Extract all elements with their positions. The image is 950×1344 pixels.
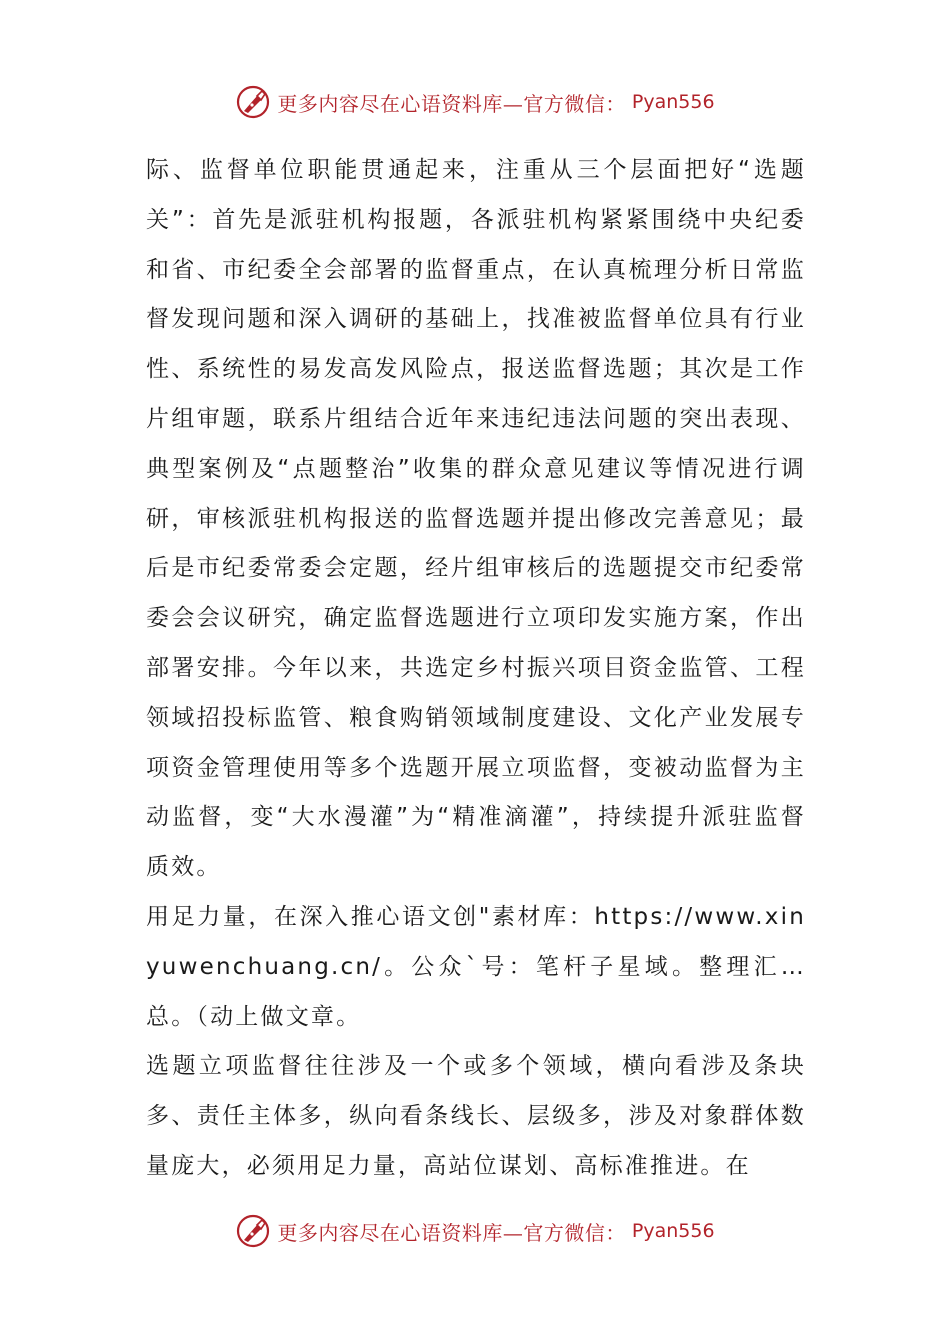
header-watermark: [0, 82, 950, 122]
footer-watermark: [0, 1211, 950, 1251]
watermark-text: 更多内容尽在心语资料库—官方微信：: [277, 91, 626, 116]
pen-nib-circle-icon: [235, 1213, 271, 1249]
paragraph-2: 用足力量，在深入推心语文创"素材库：https://www.xinyuwenchuang.cn/。公众`号：笔杆子星域。整理汇…总。（动上做文章。: [146, 903, 806, 1030]
watermark-account: Pyan556: [631, 91, 715, 113]
pen-nib-circle-icon: [235, 84, 271, 120]
paragraph-1: 际、监督单位职能贯通起来，注重从三个层面把好“选题关”：首先是派驻机构报题，各派驻机构紧紧围绕中央纪委和省、市纪委全会部署的监督重点，在认真梳理分析日常监督发现问题和深入调研的基础上，找准被监督单位具有行业性、系统性的易发高发风险点，报送监督选题；其次是工作片组审题，联系片组结合近年来违纪违法问题的突出表现、典型案例及“点题整治”收集的群众意见建议等情况进行调研，审核派驻机构报送的监督选题并提出修改完善意见；最后是市纪委常委会定题，经片组审核后的选题提交市纪委常委会会议研究，确定监督选题进行立项印发实施方案，作出部署安排。今年以来，共选定乡村振兴项目资金监管、工程领域招投标监管、粮食购销领域制度建设、文化产业发展专项资金管理使用等多个选题开展立项监督，变被动监督为主动监督，变“大水漫灌”为“精准滴灌”，持续提升派驻监督质效。: [146, 157, 806, 881]
watermark-text: 更多内容尽在心语资料库—官方微信：: [277, 1220, 626, 1245]
paragraph-3: 选题立项监督往往涉及一个或多个领域，横向看涉及条块多、责任主体多，纵向看条线长、层级多，涉及对象群体数量庞大，必须用足力量，高站位谋划、高标准推进。在: [146, 1053, 806, 1179]
watermark-account: Pyan556: [631, 1220, 715, 1242]
document-body: [146, 146, 806, 1192]
